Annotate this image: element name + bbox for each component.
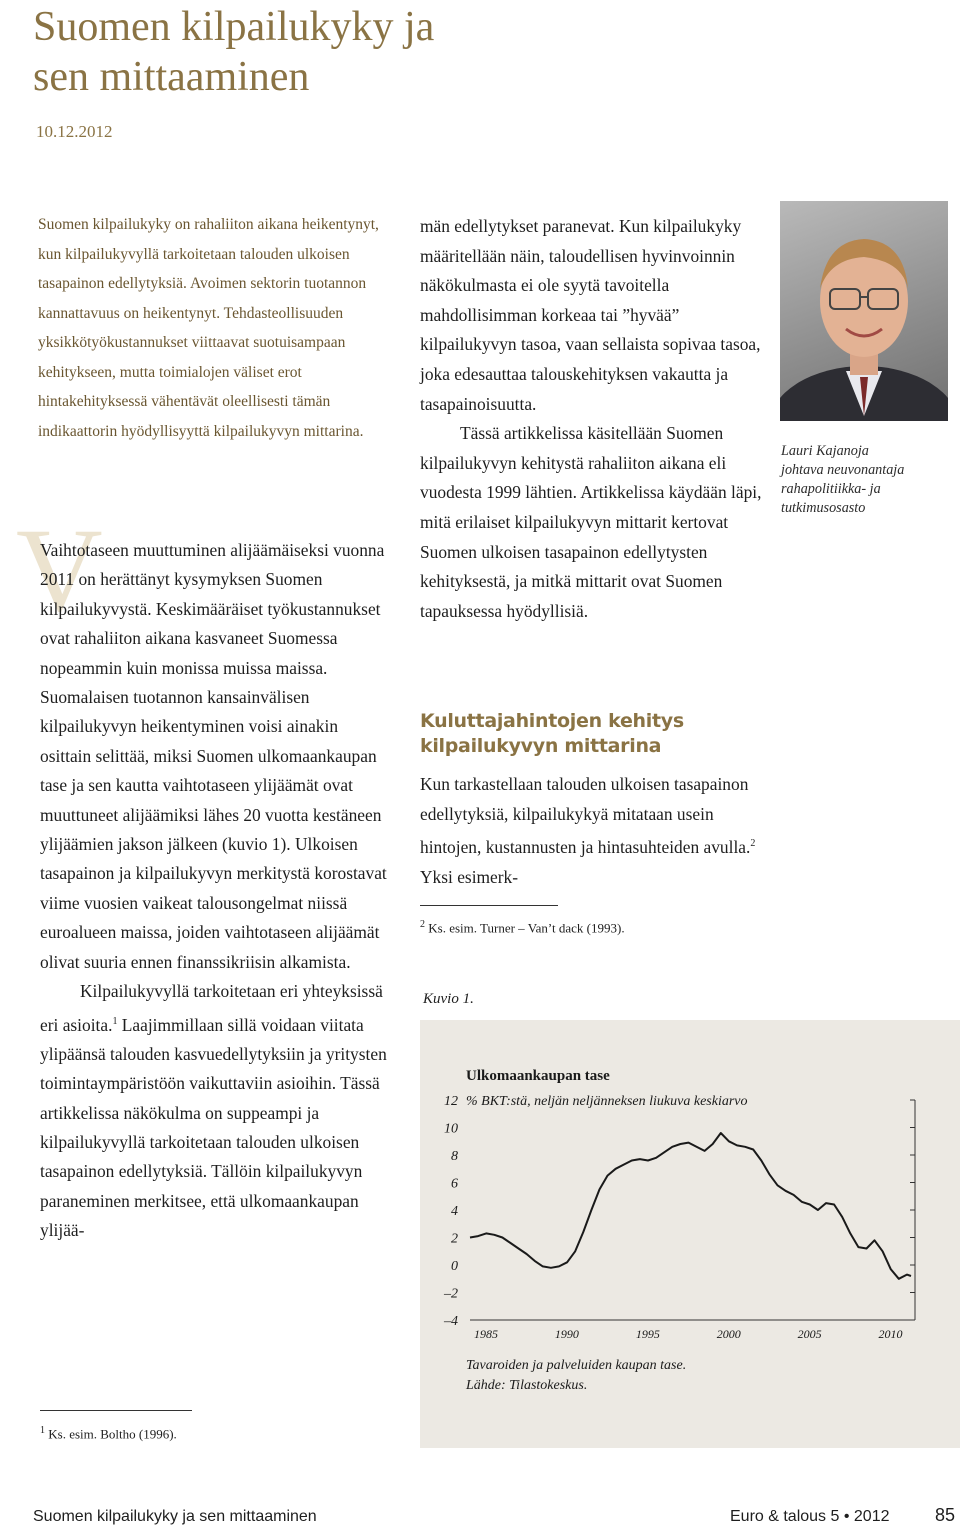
series xyxy=(470,1133,911,1279)
y-tick-label: –2 xyxy=(444,1286,458,1302)
figure-source-1: Tavaroiden ja palveluiden kaupan tase. xyxy=(466,1358,687,1373)
figure-label: Kuvio 1. xyxy=(423,991,474,1007)
chart-subtitle: % BKT:stä, neljän neljänneksen liukuva keskiarvo xyxy=(466,1094,748,1109)
figure-panel xyxy=(420,1020,960,1448)
x-tick-label: 1990 xyxy=(554,1327,579,1341)
footnote-1-text: Ks. esim. Boltho (1996). xyxy=(45,1426,177,1442)
y-tick-label: 6 xyxy=(451,1176,458,1192)
y-axis xyxy=(443,1094,915,1329)
footnote-1 xyxy=(40,1425,177,1442)
body-paragraph-3: män edellytykset paranevat. Kun kilpailukyky määritellään näin, taloudellisen hyvinvoinnin näkökulmasta ei ole syytä tavoitella mahdollisimman korkeaa tai ”hyvää” kilpailukyvyn tasoa, vaan sellaista sopivaa tasoa, joka edesauttaa talouskehityksen vakautta ja tasapainoisuutta. xyxy=(420,216,761,414)
body-paragraph-2-end: Laajimmillaan sillä voidaan viitata ylipäänsä talouden kasvuedellytyksiin ja yritysten toimintaympäristöön vaikuttaviin asioihin. Tässä artikkelissa näkökulma on suppeampi ja kilpailukyvyllä tarkoitetaan talouden ulkoisen tasapainon edellytyksiä. Tällöin kilpailukyvyn paraneminen merkitsee, että ulkomaankaupan ylijää- xyxy=(40,1014,387,1241)
y-tick-label: 2 xyxy=(451,1231,458,1247)
article-title-line2: sen mittaaminen xyxy=(33,54,310,100)
article-title-line1: Suomen kilpailukyky ja xyxy=(33,4,435,50)
trade-balance-line xyxy=(470,1133,911,1279)
body-paragraph-5-start: Kun tarkastellaan talouden ulkoisen tasapainon edellytyksiä, kilpailukykyä mitataan usein hintojen, kustannusten ja hintasuhteiden avulla. xyxy=(420,774,751,857)
y-tick-label: 4 xyxy=(451,1204,458,1219)
footnote-ref-2: 2 xyxy=(750,838,756,850)
figure-source-2: Lähde: Tilastokeskus. xyxy=(466,1378,588,1393)
caption-role-2: rahapolitiikka- ja xyxy=(781,481,881,497)
footnote-1-number: 1 xyxy=(40,1425,45,1436)
footnote-2 xyxy=(420,919,625,936)
x-axis xyxy=(470,1320,915,1341)
footer-article-title: Suomen kilpailukyky ja sen mittaaminen xyxy=(33,1508,317,1525)
x-tick-label: 2005 xyxy=(797,1327,822,1341)
body-paragraph-2 xyxy=(40,977,390,1245)
author-photo xyxy=(780,201,948,421)
body-paragraph-5 xyxy=(420,770,770,892)
x-tick-label: 2010 xyxy=(878,1327,903,1341)
footnote-2-text: Ks. esim. Turner – Van’t dack (1993). xyxy=(425,920,625,936)
body-column-1 xyxy=(40,536,390,1246)
body-column-2 xyxy=(420,212,770,626)
x-tick-label: 1985 xyxy=(474,1327,498,1341)
x-tick-label: 1995 xyxy=(635,1327,660,1341)
chart-title: Ulkomaankaupan tase xyxy=(466,1068,610,1084)
photo-caption xyxy=(781,442,956,518)
x-tick-label: 2000 xyxy=(716,1327,741,1341)
caption-name: Lauri Kajanoja xyxy=(781,443,869,459)
body-paragraph-2-start: Kilpailukyvyllä tarkoitetaan eri yhteyksissä eri asioita. xyxy=(40,981,383,1035)
body-paragraph-5-end: Yksi esimerk- xyxy=(420,866,519,887)
footnote-2-number: 2 xyxy=(420,919,425,930)
footnote-rule-1 xyxy=(40,1410,192,1411)
article-title xyxy=(33,2,573,102)
body-paragraph-4: Tässä artikkelissa käsitellään Suomen kilpailukyvyn kehitystä rahaliiton aikana eli vuodesta 1999 lähtien. Artikkelissa käydään läpi, mitä erilaiset kilpailukyvyn mittarit kertovat Suomen ulkoisen tasapainon edellytysten kehityksestä, ja mitkä mittarit ovat Suomen tapauksessa hyödyllisiä. xyxy=(420,423,762,621)
footnote-rule-2 xyxy=(420,905,558,906)
drop-cap: V xyxy=(16,503,103,636)
section-heading: Kuluttajahintojen kehitys kilpailukyvyn mittarina xyxy=(420,710,684,757)
caption-role-1: johtava neuvonantaja xyxy=(781,462,905,478)
article-date: 10.12.2012 xyxy=(36,122,113,141)
page-number: 85 xyxy=(935,1505,956,1525)
y-tick-label: –4 xyxy=(444,1314,458,1329)
y-tick-label: 8 xyxy=(451,1149,458,1164)
lead-paragraph: Suomen kilpailukyky on rahaliiton aikana heikentynyt, kun kilpailukyvyllä tarkoitetaan talouden ulkoisen tasapainon edellytyksiä. Avoimen sektorin tuotannon kannattavuus on heikentynyt. Tehdasteollisuuden yksikkötyökustannukset viittaavat suotuisampaan kehitykseen, mutta toimialojen väliset erot hintakehityksessä vähentävät oleellisesti tämän indikaattorin hyödyllisyyttä kilpailukyvyn mittarina. xyxy=(38,216,379,440)
caption-role-3: tutkimusosasto xyxy=(781,500,866,516)
y-tick-label: 10 xyxy=(444,1121,458,1137)
body-column-2-section xyxy=(420,770,770,892)
y-tick-label: 12 xyxy=(444,1094,458,1109)
footer-publication: Euro & talous 5 • 2012 xyxy=(730,1508,890,1525)
body-paragraph-1: Vaihtotaseen muuttuminen alijäämäiseksi vuonna 2011 on herättänyt kysymyksen Suomen kilpailukyvystä. Keskimääräiset työkustannukset ovat rahaliiton aikana kasvaneet Suomessa nopeammin kuin monissa muissa maissa. Suomalaisen tuotannon kansainvälisen kilpailukyvyn heikentyminen voisi ainakin osittain selittää, miksi Suomen ulkomaankaupan tase ja sen kautta vaihtotaseen ylijäämät ovat muuttuneet alijäämiksi lähes 20 vuotta kestäneen ylijäämien jakson jälkeen (kuvio 1). Ulkoisen tasapainon ja kilpailukyvyn merkitystä korostavat viime vuosien vaikeat talousongelmat niissä euroalueen maissa, joiden vaihtotaseen alijäämät olivat suuria ennen finanssikriisin alkamista. xyxy=(40,540,387,972)
trade-balance-chart xyxy=(420,1020,960,1448)
author-portrait-image xyxy=(780,201,948,421)
footnote-ref-1: 1 xyxy=(112,1015,118,1027)
y-tick-label: 0 xyxy=(451,1259,458,1274)
